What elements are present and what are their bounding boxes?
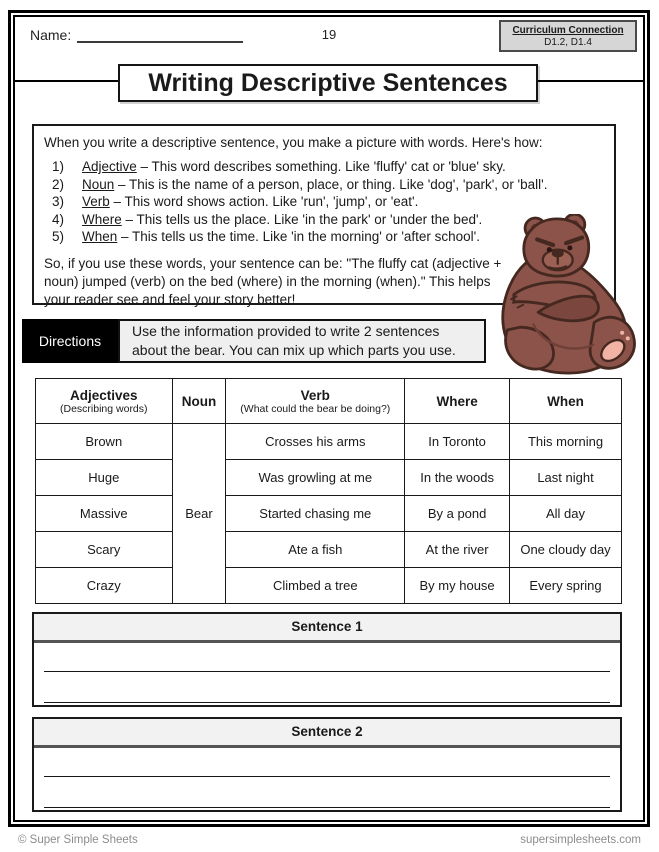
verb-cell: Climbed a tree xyxy=(226,568,405,604)
item-number: 2) xyxy=(52,176,65,192)
verb-cell: Crosses his arms xyxy=(226,424,405,460)
item-text xyxy=(82,193,418,211)
table-row xyxy=(36,568,622,604)
item-text xyxy=(82,228,480,246)
directions-row xyxy=(22,319,486,363)
when-cell: Every spring xyxy=(510,568,622,604)
directions-text: Use the information provided to write 2 sentences about the bear. You can mix up which parts you use. xyxy=(118,319,486,363)
item-number: 5) xyxy=(52,229,65,244)
when-cell: One cloudy day xyxy=(510,532,622,568)
item-number: 3) xyxy=(52,194,65,209)
where-cell: In the woods xyxy=(405,460,510,496)
item-rest: – This is the name of a person, place, or thing. Like 'dog', 'park', or 'ball'. xyxy=(114,176,548,192)
col-subtitle: (Describing words) xyxy=(60,402,148,415)
worksheet-title-box xyxy=(118,64,538,102)
where-cell: By my house xyxy=(405,568,510,604)
info-closing: So, if you use these words, your sentence can be: "The fluffy cat (adjective + noun) jumped (verb) on the bed (where) in the morning (when)." This helps your reader see and feel your story better! xyxy=(44,255,502,307)
page-number: 19 xyxy=(321,27,337,42)
item-rest: – This tells us the time. Like 'in the morning' or 'after school'. xyxy=(117,229,481,244)
info-item-adjective xyxy=(44,158,604,176)
page-border xyxy=(8,10,650,827)
item-term: Verb xyxy=(82,194,110,209)
grumpy-bear-illustration xyxy=(498,214,638,375)
verb-cell: Was growling at me xyxy=(226,460,405,496)
item-number: 4) xyxy=(52,211,65,227)
item-text xyxy=(82,211,482,229)
info-item-verb xyxy=(44,193,604,211)
worksheet-title: Writing Descriptive Sentences xyxy=(148,69,508,97)
info-intro: When you write a descriptive sentence, you make a picture with words. Here's how: xyxy=(44,135,543,150)
col-subtitle: (What could the bear be doing?) xyxy=(240,402,391,415)
adjective-cell: Crazy xyxy=(36,568,173,604)
table-row xyxy=(36,532,622,568)
footer-copyright: © Super Simple Sheets xyxy=(18,834,138,846)
item-term: Noun xyxy=(82,176,115,192)
table-row xyxy=(36,496,622,532)
info-item-noun xyxy=(44,176,604,194)
adjective-cell: Scary xyxy=(36,532,173,568)
adjective-cell: Huge xyxy=(36,460,173,496)
item-rest: – This word shows action. Like 'run', 'jump', or 'eat'. xyxy=(109,194,419,209)
sentence-2-line-2[interactable] xyxy=(44,777,610,808)
sentence-2-title: Sentence 2 xyxy=(34,719,620,748)
col-header-noun: Noun xyxy=(172,379,226,424)
item-term: Where xyxy=(82,211,122,227)
where-cell: By a pond xyxy=(405,496,510,532)
verb-cell: Started chasing me xyxy=(226,496,405,532)
col-header-verb: Verb (What could the bear be doing?) xyxy=(226,379,405,424)
when-cell: Last night xyxy=(510,460,622,496)
item-text xyxy=(82,158,506,176)
sentence-2-box xyxy=(32,717,622,812)
sentence-1-line-1[interactable] xyxy=(44,643,610,672)
when-cell: This morning xyxy=(510,424,622,460)
footer-website: supersimplesheets.com xyxy=(520,834,641,846)
col-header-when: When xyxy=(510,379,622,424)
adjective-cell: Brown xyxy=(36,424,173,460)
page-content xyxy=(13,15,645,822)
verb-cell: Ate a fish xyxy=(226,532,405,568)
curriculum-codes: D1.2, D1.4 xyxy=(544,37,592,48)
item-rest: – This tells us the place. Like 'in the park' or 'under the bed'. xyxy=(121,211,483,227)
sentence-2-writing-area xyxy=(34,748,620,810)
col-header-adjectives: Adjectives (Describing words) xyxy=(36,379,173,424)
item-number: 1) xyxy=(52,159,65,174)
item-term: When xyxy=(82,229,118,244)
directions-label: Directions xyxy=(22,319,118,363)
item-text xyxy=(82,176,547,194)
table-header-row xyxy=(36,379,622,424)
name-label: Name: xyxy=(30,27,72,43)
item-rest: – This word describes something. Like 'fluffy' cat or 'blue' sky. xyxy=(136,159,506,174)
adjective-cell: Massive xyxy=(36,496,173,532)
sentence-2-line-1[interactable] xyxy=(44,748,610,777)
col-header-where: Where xyxy=(405,379,510,424)
curriculum-title: Curriculum Connection xyxy=(512,25,624,36)
curriculum-connection-box xyxy=(499,20,637,52)
sentence-1-title: Sentence 1 xyxy=(34,614,620,643)
table-row xyxy=(36,460,622,496)
noun-cell: Bear xyxy=(172,424,226,604)
table-row xyxy=(36,424,622,460)
sentence-1-box xyxy=(32,612,622,707)
sentence-parts-table xyxy=(35,378,622,604)
sentence-1-line-2[interactable] xyxy=(44,672,610,703)
item-term: Adjective xyxy=(82,159,137,174)
sentence-1-writing-area xyxy=(34,643,620,705)
when-cell: All day xyxy=(510,496,622,532)
where-cell: In Toronto xyxy=(405,424,510,460)
where-cell: At the river xyxy=(405,532,510,568)
